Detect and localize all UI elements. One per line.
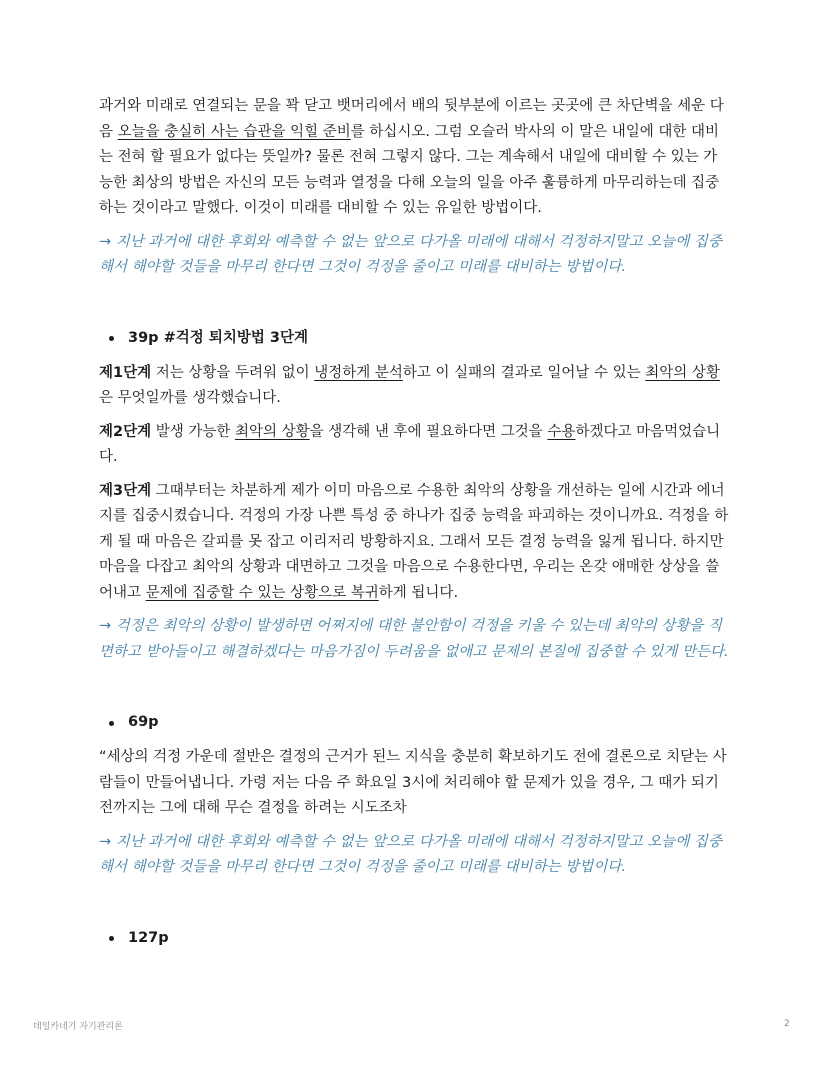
underlined-phrase: 수용: [547, 423, 576, 440]
step-label: 제1단계: [99, 364, 152, 381]
underlined-phrase: 최악의 상황: [645, 364, 720, 381]
section-69p-heading: 69p: [99, 709, 729, 737]
bullet-icon: [109, 336, 114, 341]
underlined-phrase: 오늘을 충실히 사는 습관을 익힐 준비: [117, 123, 351, 140]
step-1-paragraph: 제1단계 저는 상황을 두려워 없이 냉정하게 분석하고 이 실패의 결과로 일어날 수 있는 최악의 상황은 무엇일까를 생각했습니다.: [99, 364, 720, 406]
intro-note: → 지난 과거에 대한 후회와 예측할 수 없는 앞으로 다가올 미래에 대해서 걱정하지말고 오늘에 집중해서 해야할 것들을 마무리 한다면 그것이 걱정을 줄이고 미래를 대비하는 방법이다.: [99, 233, 722, 275]
section-39p-heading: 39p #걱정 퇴치방법 3단계: [99, 325, 729, 353]
section-127p-heading: 127p: [99, 925, 729, 953]
step-label: 제3단계: [99, 482, 152, 499]
intro-paragraph: 과거와 미래로 연결되는 문을 꽉 닫고 뱃머리에서 배의 뒷부분에 이르는 곳곳에 큰 차단벽을 세운 다음 오늘을 충실히 사는 습관을 익힐 준비를 하십시오. 그럼 오슬러 박사의 이 말은 내일에 대한 대비는 전혀 할 필요가 없다는 뜻일까? 물론 전혀 그렇지 않다. 그는 계속해서 내일에 대비할 수 있는 가능한 최상의 방법은 자신의 모든 능력과 열정을 다해 오늘의 일을 아주 훌륭하게 마무리하는데 집중하는 것이라고 말했다. 이것이 미래를 대비할 수 있는 유일한 방법이다.: [99, 98, 724, 216]
step-label: 제2단계: [99, 423, 152, 440]
underlined-phrase: 냉정하게 분석: [314, 364, 403, 381]
underlined-phrase: 문제에 집중할 수 있는 상황으로 복귀: [145, 584, 379, 601]
section-69p-quote: “세상의 걱정 가운데 절반은 결정의 근거가 된느 지식을 충분히 확보하기도 전에 결론으로 치닫는 사람들이 만들어냅니다. 가령 저는 다음 주 화요일 3시에 처리해야 할 문제가 있을 경우, 그 때가 되기 전까지는 그에 대해 무슨 결정을 하려는 시도조차: [99, 749, 727, 816]
section-39p-note: → 걱정은 최악의 상황이 발생하면 어쩌지에 대한 불안함이 걱정을 키울 수 있는데 최악의 상황을 직면하고 받아들이고 해결하겠다는 마음가짐이 두려움을 없애고 문제의 본질에 집중할 수 있게 만든다.: [99, 618, 729, 660]
step-3-paragraph: 제3단계 그때부터는 차분하게 제가 이미 마음으로 수용한 최악의 상황을 개선하는 일에 시간과 에너지를 집중시켰습니다. 걱정의 가장 나쁜 특성 중 하나가 집중 능력을 파괴하는 것이니까요. 걱정을 하게 될 때 마음은 갈피를 못 잡고 이리저리 방황하지요. 그래서 모든 결정 능력을 잃게 됩니다. 하지만 마음을 다잡고 최악의 상황과 대면하고 그것을 마음으로 수용한다면, 우리는 온갖 애매한 상상을 쓸어내고 문제에 집중할 수 있는 상황으로 복귀하게 됩니다.: [99, 482, 729, 601]
bullet-icon: [109, 936, 114, 941]
page-content: [99, 94, 729, 961]
page-number: 2: [784, 1019, 790, 1029]
section-69p-note: → 지난 과거에 대한 후회와 예측할 수 없는 앞으로 다가올 미래에 대해서 걱정하지말고 오늘에 집중해서 해야할 것들을 마무리 한다면 그것이 걱정을 줄이고 미래를 대비하는 방법이다.: [99, 833, 722, 875]
footer-title: 데일카네기 자기관리론: [33, 1022, 123, 1032]
underlined-phrase: 최악의 상황: [235, 423, 310, 440]
step-2-paragraph: 제2단계 발생 가능한 최악의 상황을 생각해 낸 후에 필요하다면 그것을 수용하겠다고 마음먹었습니다.: [99, 423, 721, 465]
bullet-icon: [109, 721, 114, 726]
